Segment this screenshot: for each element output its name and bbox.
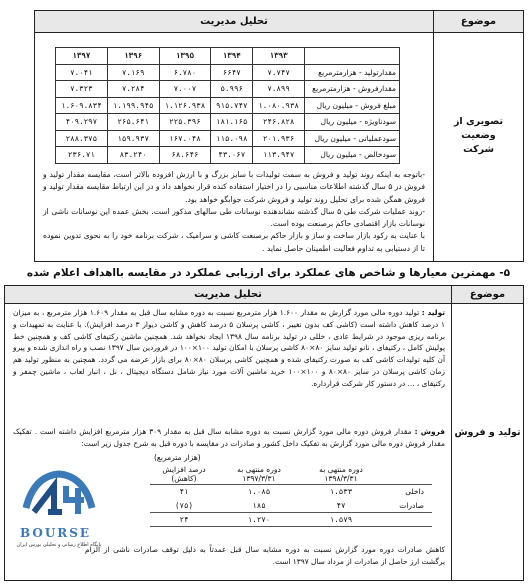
cell-value: ۱.۰۸۵ [247, 487, 271, 497]
bourse-logo [4, 468, 114, 554]
cell-value: ۴۳.۰۶۷ [211, 147, 253, 164]
cell-value: ۶.۷۸۰ [159, 64, 211, 81]
analysis-column [35, 11, 433, 261]
row-label: سودعملیاتی - میلیون ریال [305, 130, 400, 147]
note-paragraph: -باتوجه به اینکه روند تولید و فروش به سمت تولیدات با سایز بزرگ و با ارزش افزوده بالاتر است، مقایسه مقدار تولید و فروش در ۵ سال گذشته اطلاعات مناسبی را در اختیار استفاده کنده قرار نخواهد داد و در این ارتباط مقایسه مقدار تولید و فروش همگن شده برای تحلیل روند تولید و فروش شرکت جوابگو خواهد بود. [43, 170, 425, 204]
cell-value: ۶۸.۶۴۶ [159, 147, 211, 164]
analysis-header: تحلیل مدیریت [35, 11, 433, 33]
column-header: دوره منتهی به ۱۳۹۷/۳/۳۱ [218, 464, 300, 485]
year-header: ۱۳۹۷ [56, 48, 108, 65]
row-label [382, 513, 432, 527]
row-label: سودناویژه - میلیون ریال [305, 114, 400, 131]
cell-value: ۷.۷۴۷ [253, 64, 305, 81]
sales-text: مقدار فروش دوره مالی مورد گزارش نسبت به دوره مشابه سال قبل به مقدار ۳۰۹ هزار مترمربع افزایش داشته است . تفکیک مقدار فروش دوره مالی مورد گزارش به تفکیک داخل کشور و صادرات در مقایسه با دوره قبل به شرح جدول زیر است: [13, 427, 445, 448]
topic-label: تولید و فروش [454, 427, 521, 438]
cell-value: ۱.۰۸۰.۹۳۸ [253, 97, 305, 114]
topic-header: موضوع [452, 286, 523, 304]
cell-value: ۷.۰۴۱ [56, 64, 108, 81]
closing-paragraph: کاهش صادرات دوره مورد گزارش نسبت به دوره مشابه سال قبل عمدتاً به دلیل توقف صادرات ناشی از الزام برگشت ارز حاصل از صادرات از مرداد سال ۱۳۹۷ است. [85, 545, 445, 566]
cell-value: ۷.۸۹۹ [253, 81, 305, 98]
cell-value: ۱۱۵.۰۹۸ [211, 130, 253, 147]
production-paragraph [13, 307, 445, 390]
table-row [150, 513, 432, 527]
production-label: تولید : [421, 308, 445, 317]
production-text: تولید دوره مالی مورد گزارش به مقدار ۱.۶۰۰ هزار مترمربع نسبت به دوره مشابه سال قبل به مقدار ۱.۶۰۹ هزار مترمربع ، به میزان ۱ درصد کاهش داشته است (کاشی کف بدون تغییر ، کاشی پرسلان ۵ درصد کاهش و کاشی دیوار ۳ درصد افزایش). با عنایت به تمهیدات و برنامه ریزی موجود در شرایط عادی ، خللی در تولید برنامه سال ۱۳۹۸ ایجاد نخواهد شد. همچنین ماشین رکتیفای کاشی کف و همچنین خط پولیش کامل ، رکتیفای ، نانو تولید سایز ۸۰×۸۰ کاشی پرسلان با امکان تولید ۱۰۰×۱۰۰ در فروردین سال ۱۳۹۷ نصب و راه اندازی شده و پیرو آن کلیه تولیدات کاشی کف به صورت رکتیفای شده و همچنین کاشی پرسلان ۸۰×۸۰ برای بازار عرضه می گردد. همچنین به منظور تولید هم زمان کاشی پرسلان در سایز ۸۰×۸۰ و ۱۰۰×۱۰۰ خرید ماشین آلات مورد نیاز شامل دستگاه دیجیتال ، نل ، انبار لعاب ، ماشین چمفر و رکتیفای ، ... در دستور کار شرکت قرارداره. [13, 308, 446, 388]
cell-value: ۷.۲۸۴ [107, 81, 159, 98]
cell-value: ۸۳.۲۴۰ [107, 147, 159, 164]
table-row [56, 97, 400, 114]
column-header: دوره منتهی به ۱۳۹۸/۳/۳۱ [300, 464, 382, 485]
cell-value: ۲۲۵.۳۹۶ [159, 114, 211, 131]
column-header: درصد افزایش (کاهش) [150, 464, 218, 485]
cell-value: ۱.۵۷۹ [300, 513, 382, 527]
bourse-logo-icon [4, 468, 114, 528]
cell-value: ۱۵۹.۹۳۷ [107, 130, 159, 147]
year-header: ۱۳۹۴ [211, 48, 253, 65]
note-paragraph: -روند عملیات شرکت طی ۵ سال گذشته نشاندهنده نوسانات طی سالهای مذکور است. بخش عمده این نوسانات ناشی از نوسانات بازار اقتصادی حاکم برصنعت بوده است. [43, 206, 425, 229]
table-row [56, 48, 400, 65]
cell-value: ۱۸۱.۱۶۵ [211, 114, 253, 131]
cell-value: ۱۶۷.۰۴۸ [159, 130, 211, 147]
cell-value: ۱۱۳.۹۴۷ [253, 147, 305, 164]
cell-value: ۲۶۵.۶۴۱ [107, 114, 159, 131]
logo-tagline: پایگاه اطلاع رسانی و تحلیلی بورس ایران [16, 542, 102, 548]
table-row [150, 450, 432, 464]
cell-value: ۱.۱۹۹.۹۴۵ [107, 97, 159, 114]
analysis-header: تحلیل مدیریت [5, 286, 451, 304]
sales-label: فروش : [414, 427, 445, 436]
cell-value: (۷۵) [150, 499, 218, 513]
logo-brand-text: BOURSE [20, 526, 92, 540]
cell-value: ۴۰۹.۲۹۷ [56, 114, 108, 131]
cell-value: ۲۸۸.۳۷۵ [56, 130, 108, 147]
row-label: داخلی [405, 487, 424, 497]
table-row [150, 464, 432, 485]
row-label: مبلغ فروش - میلیون ریال [305, 97, 400, 114]
notes [43, 169, 425, 255]
note-paragraph: با عنایت به رکود بازار ساخت و ساز و بازار حاکم برصنعت کاشی و سرامیک ، شرکت برنامه خود را به نحوی تدوین نموده تا از دستیابی به تداوم فعالیت اطمینان حاصل نماید . [43, 231, 425, 253]
row-label: صادرات [382, 499, 432, 513]
year-header: ۱۳۹۶ [107, 48, 159, 65]
cell-value: ۲۳۶.۷۱ [56, 147, 108, 164]
sales-paragraph [13, 426, 445, 450]
row-label: مقدارفروش - هزارمترمربع [305, 81, 400, 98]
cell-value: ۲۰۱.۹۳۶ [253, 130, 305, 147]
cell-value: ۱.۱۲۶.۹۳۸ [159, 97, 211, 114]
cell-value: ۷.۳۲۳ [56, 81, 108, 98]
table-row [56, 114, 400, 131]
table-row [150, 499, 432, 513]
year-header: ۱۳۹۳ [253, 48, 305, 65]
cell-value: ۵.۹۹۶ [211, 81, 253, 98]
cell-value: ۱۸۵ [218, 499, 300, 513]
row-label: مقدارتولید - هزارمترمربع [305, 64, 400, 81]
company-status-box [34, 10, 524, 262]
year-header: ۱۳۹۵ [159, 48, 211, 65]
table-row [56, 64, 400, 81]
cell-value: ۱.۶۰۹.۸۳۴ [56, 97, 108, 114]
topic-column [433, 11, 523, 261]
cell-value: ۶۶۴۷ [211, 64, 253, 81]
section-title: ۵- مهمترین معیارها و شاخص های عملکرد برای ارزیابی عملکرد در مقایسه بااهداف اعلام شده [26, 267, 510, 279]
cell-value: ۱.۵۳۳ [329, 487, 353, 497]
cell-value: ۴۷ [300, 499, 382, 513]
cell-value: ۹۱۵.۷۴۷ [211, 97, 253, 114]
cell-value: ۷.۰۰۷ [159, 81, 211, 98]
topic-header: موضوع [434, 11, 523, 33]
table-row [56, 81, 400, 98]
cell-value: ۱.۲۷۰ [218, 513, 300, 527]
topic-column [451, 286, 523, 580]
table-row [56, 147, 400, 164]
cell-value: ۴۱ [179, 487, 189, 497]
financial-summary-table [55, 47, 400, 164]
sales-breakdown-table [150, 450, 432, 527]
cell-value: ۲۴۶.۸۲۸ [253, 114, 305, 131]
cell-value: ۷.۱۶۹ [107, 64, 159, 81]
table-row [56, 130, 400, 147]
row-label: سودخالص - میلیون ریال [305, 147, 400, 164]
cell-value: ۲۴ [150, 513, 218, 527]
topic-label: تصویری از وضعیت شرکت [453, 116, 504, 155]
table-row [150, 485, 432, 499]
unit-label: (هزار مترمربع) [154, 452, 201, 462]
